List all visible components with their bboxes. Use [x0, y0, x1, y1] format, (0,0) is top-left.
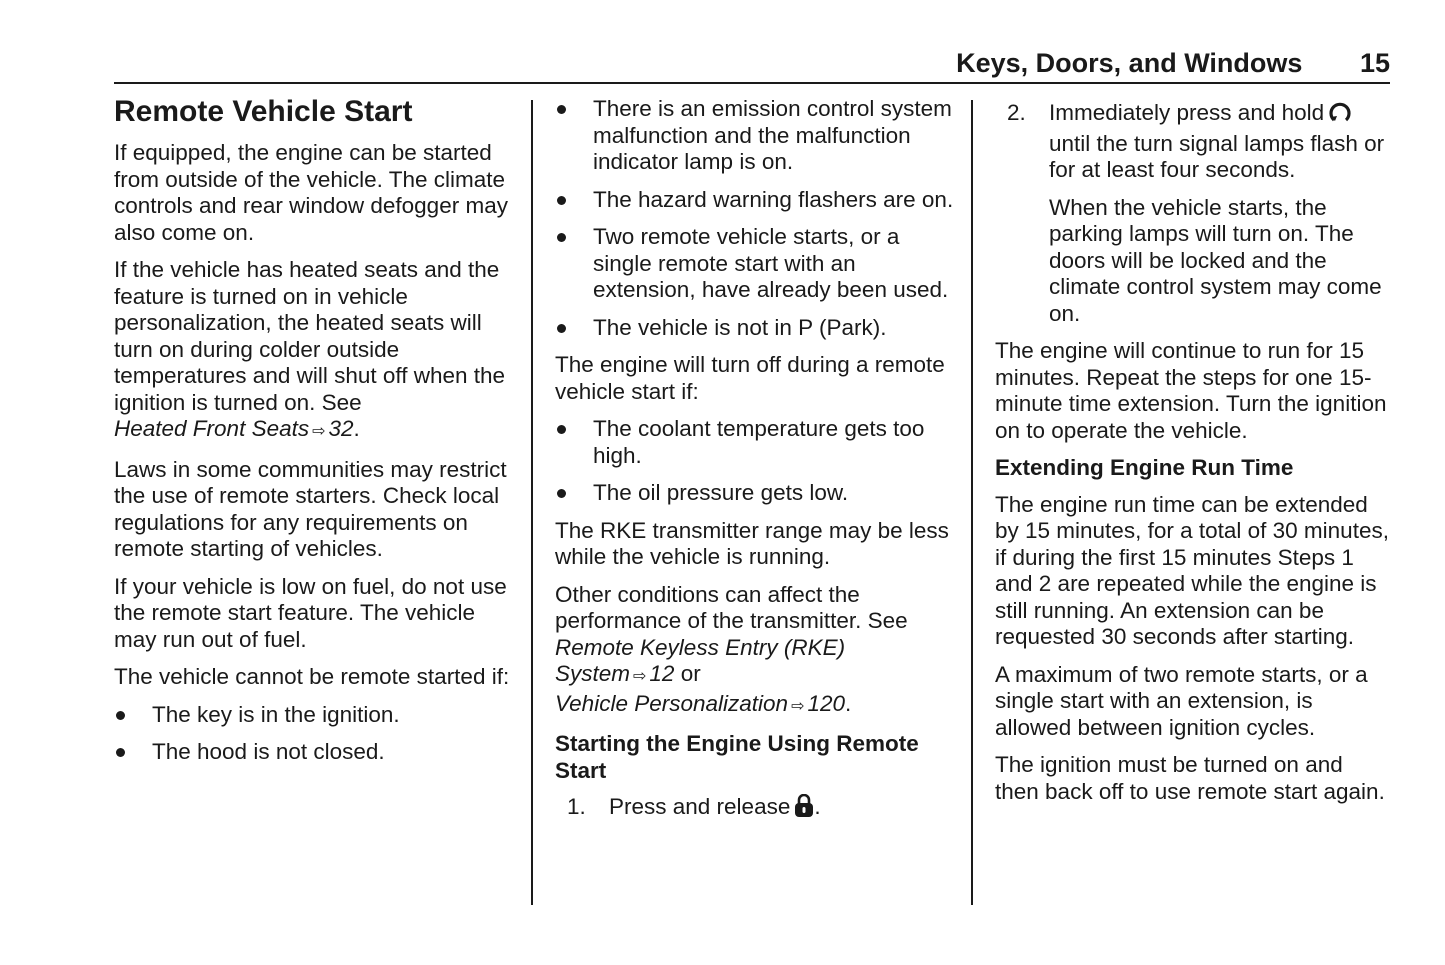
paragraph: The RKE transmitter range may be less while the vehicle is running. [555, 517, 949, 569]
reference-arrow-icon: ⇨ [312, 423, 326, 440]
paragraph: If the vehicle has heated seats and the feature is turned on in vehicle personalization, the heated seats will turn on during colder outside temperatures and will shut off when the ignition is turned on. See Heated Front Seats ⇨ 32. [114, 257, 506, 441]
list-item: The oil pressure gets low. [555, 480, 955, 507]
cross-reference-link[interactable]: Vehicle Personalization [555, 690, 789, 716]
list-item: There is an emission control system malfunction and the malfunction indicator lamp is on. [555, 96, 955, 176]
page-header [114, 44, 1390, 84]
list-item: The coolant temperature gets too high. [555, 416, 955, 469]
cross-reference-link[interactable]: Remote Keyless Entry (RKE) System [555, 634, 846, 686]
bullet-list [555, 96, 955, 341]
reference-page[interactable]: 120 [807, 690, 846, 716]
column-1 [114, 94, 514, 777]
step-text: until the turn signal lamps flash or for at least four seconds. [1049, 130, 1385, 182]
paragraph: Other conditions can affect the performance of the transmitter. See Remote Keyless Entry (RKE) System ⇨ 12 or Vehicle Personalization ⇨ 120. [555, 581, 908, 716]
section-heading: Remote Vehicle Start [114, 95, 413, 128]
step-1: 1. Press and release . [555, 794, 955, 825]
section-title: Keys, Doors, and Windows [956, 48, 1303, 78]
lock-icon [794, 794, 814, 825]
reference-arrow-icon: ⇨ [633, 668, 647, 685]
bullet-list [114, 702, 514, 766]
reference-page[interactable]: 12 [649, 661, 675, 686]
bullet-list [555, 416, 955, 507]
paragraph: The ignition must be turned on and then back off to use remote start again. [995, 752, 1385, 804]
paragraph: The engine run time can be extended by 15 minutes, for a total of 30 minutes, if during the first 15 minutes Steps 1 and 2 are repeated while the engine is still running. An extension can be requested 30 seconds after starting. [995, 491, 1389, 649]
cross-reference-link[interactable]: Heated Front Seats [114, 416, 310, 441]
list-item: The hazard warning flashers are on. [555, 187, 955, 214]
paragraph: A maximum of two remote starts, or a single start with an extension, is allowed between ignition cycles. [995, 661, 1368, 740]
column-divider [531, 100, 533, 905]
paragraph: If equipped, the engine can be started from outside of the vehicle. The climate controls and rear window defogger may also come on. [114, 140, 508, 245]
or-text: or [680, 661, 701, 686]
subsection-heading: Extending Engine Run Time [995, 455, 1294, 480]
paragraph: If your vehicle is low on fuel, do not use the remote start feature. The vehicle may run out of fuel. [114, 573, 507, 652]
reference-page[interactable]: 32 [328, 416, 354, 441]
subsection-heading: Starting the Engine Using Remote Start [555, 731, 919, 783]
step-2 [995, 100, 1390, 184]
page-number: 15 [1359, 48, 1390, 78]
step-number: 1. [567, 794, 586, 819]
list-item: The hood is not closed. [114, 739, 514, 766]
list-item: The vehicle is not in P (Park). [555, 315, 955, 342]
paragraph: The engine will turn off during a remote vehicle start if: [555, 352, 945, 404]
column-3 [995, 100, 1390, 816]
paragraph: The engine will continue to run for 15 minutes. Repeat the steps for one 15-minute time extension. Turn the ignition on to operate the vehicle. [995, 338, 1387, 443]
step-note: When the vehicle starts, the parking lamps will turn on. The doors will be locked and the climate control system may come on. [1049, 194, 1382, 326]
paragraph: Laws in some communities may restrict the use of remote starters. Check local regulations for any requirements on remote starting of vehicles. [114, 456, 507, 561]
list-item: Two remote vehicle starts, or a single remote start with an extension, have already been used. [555, 224, 955, 304]
remote-start-icon [1328, 100, 1352, 131]
paragraph: The vehicle cannot be remote started if: [114, 664, 510, 689]
column-divider [971, 100, 973, 905]
column-2 [555, 96, 955, 836]
step-number: 2. [1007, 100, 1026, 125]
list-item: The key is in the ignition. [114, 702, 514, 729]
step-text: Immediately press and hold [1049, 100, 1325, 125]
step-text: Press and release [609, 794, 791, 819]
reference-arrow-icon: ⇨ [791, 697, 805, 715]
